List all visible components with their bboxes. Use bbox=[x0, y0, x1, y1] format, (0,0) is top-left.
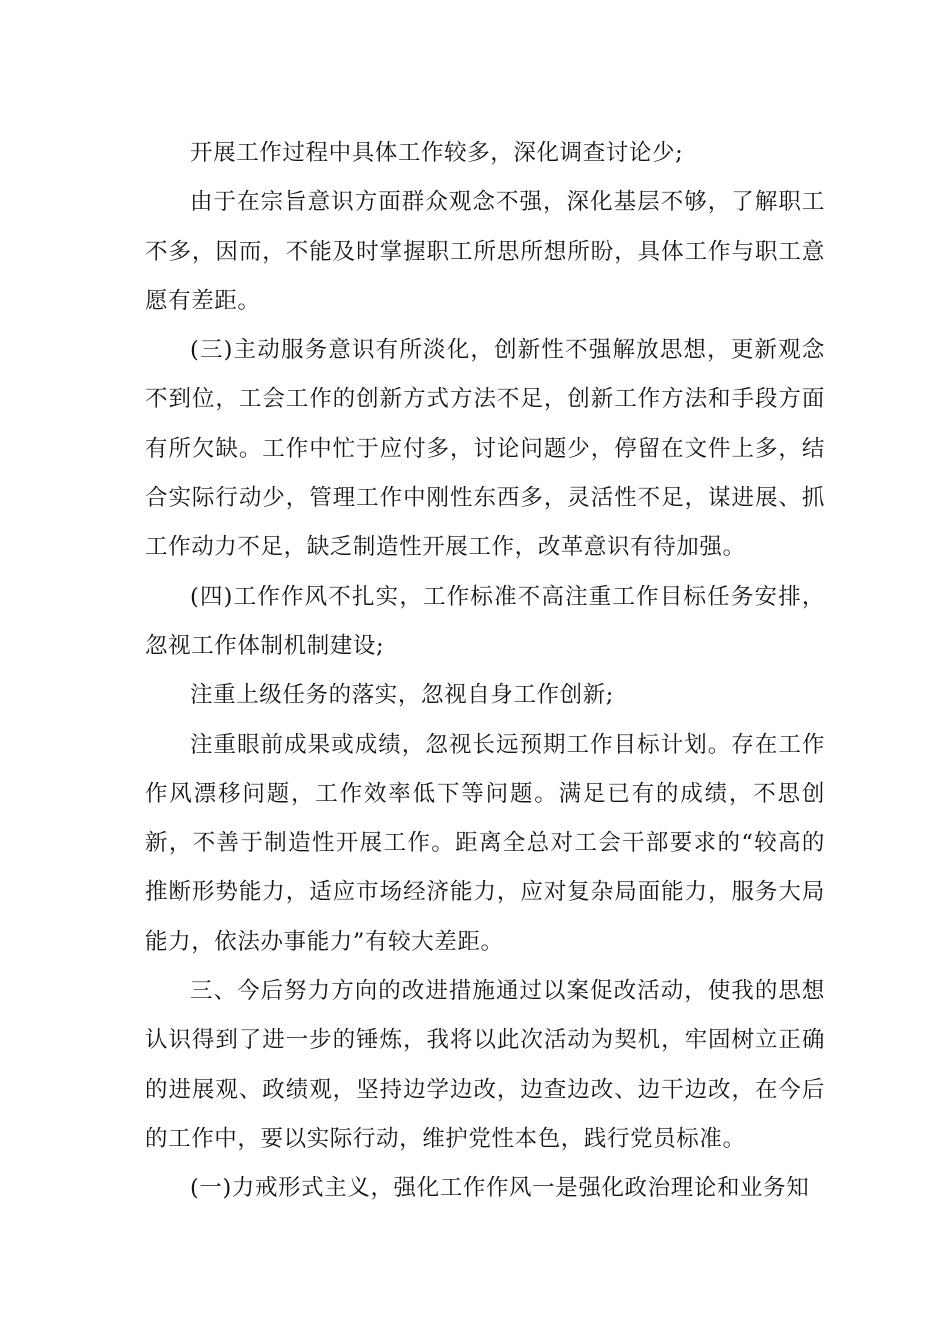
paragraph-8: (一)力戒形式主义，强化工作作风一是强化政治理论和业务知 bbox=[190, 1175, 810, 1202]
paragraph-2: 由于在宗旨意识方面群众观念不强，深化基层不够，了解职工不多，因而，不能及时掌握职工所思所想所盼，具体工作与职工意愿有差距。 bbox=[145, 189, 825, 314]
paragraph-3: (三)主动服务意识有所淡化，创新性不强解放思想，更新观念不到位，工会工作的创新方式方法不足，创新工作方法和手段方面有所欠缺。工作中忙于应付多，讨论问题少，停留在文件上多，结合实际行动少，管理工作中刚性东西多，灵活性不足，谋进展、抓工作动力不足，缺乏制造性开展工作，改革意识有待加强。 bbox=[145, 337, 825, 561]
paragraph-7: 三、今后努力方向的改进措施通过以案促改活动，使我的思想认识得到了进一步的锤炼，我将以此次活动为契机，牢固树立正确的进展观、政绩观，坚持边学边改，边查边改、边干边改，在今后的工作中，要以实际行动，维护党性本色，践行党员标准。 bbox=[145, 978, 825, 1152]
paragraph-6: 注重眼前成果或成绩，忽视长远预期工作目标计划。存在工作作风漂移问题，工作效率低下等问题。满足已有的成绩，不思创新，不善于制造性开展工作。距离全总对工会干部要求的“较高的推断形势能力，适应市场经济能力，应对复杂局面能力，服务大局能力，依法办事能力”有较大差距。 bbox=[145, 731, 825, 955]
paragraph-4: (四)工作作风不扎实，工作标准不高注重工作目标任务安排，忽视工作体制机制建设; bbox=[145, 583, 825, 659]
document-body bbox=[145, 129, 825, 1214]
paragraph-1: 开展工作过程中具体工作较多，深化调查讨论少; bbox=[190, 140, 684, 166]
paragraph-5: 注重上级任务的落实，忽视自身工作创新; bbox=[190, 682, 614, 709]
